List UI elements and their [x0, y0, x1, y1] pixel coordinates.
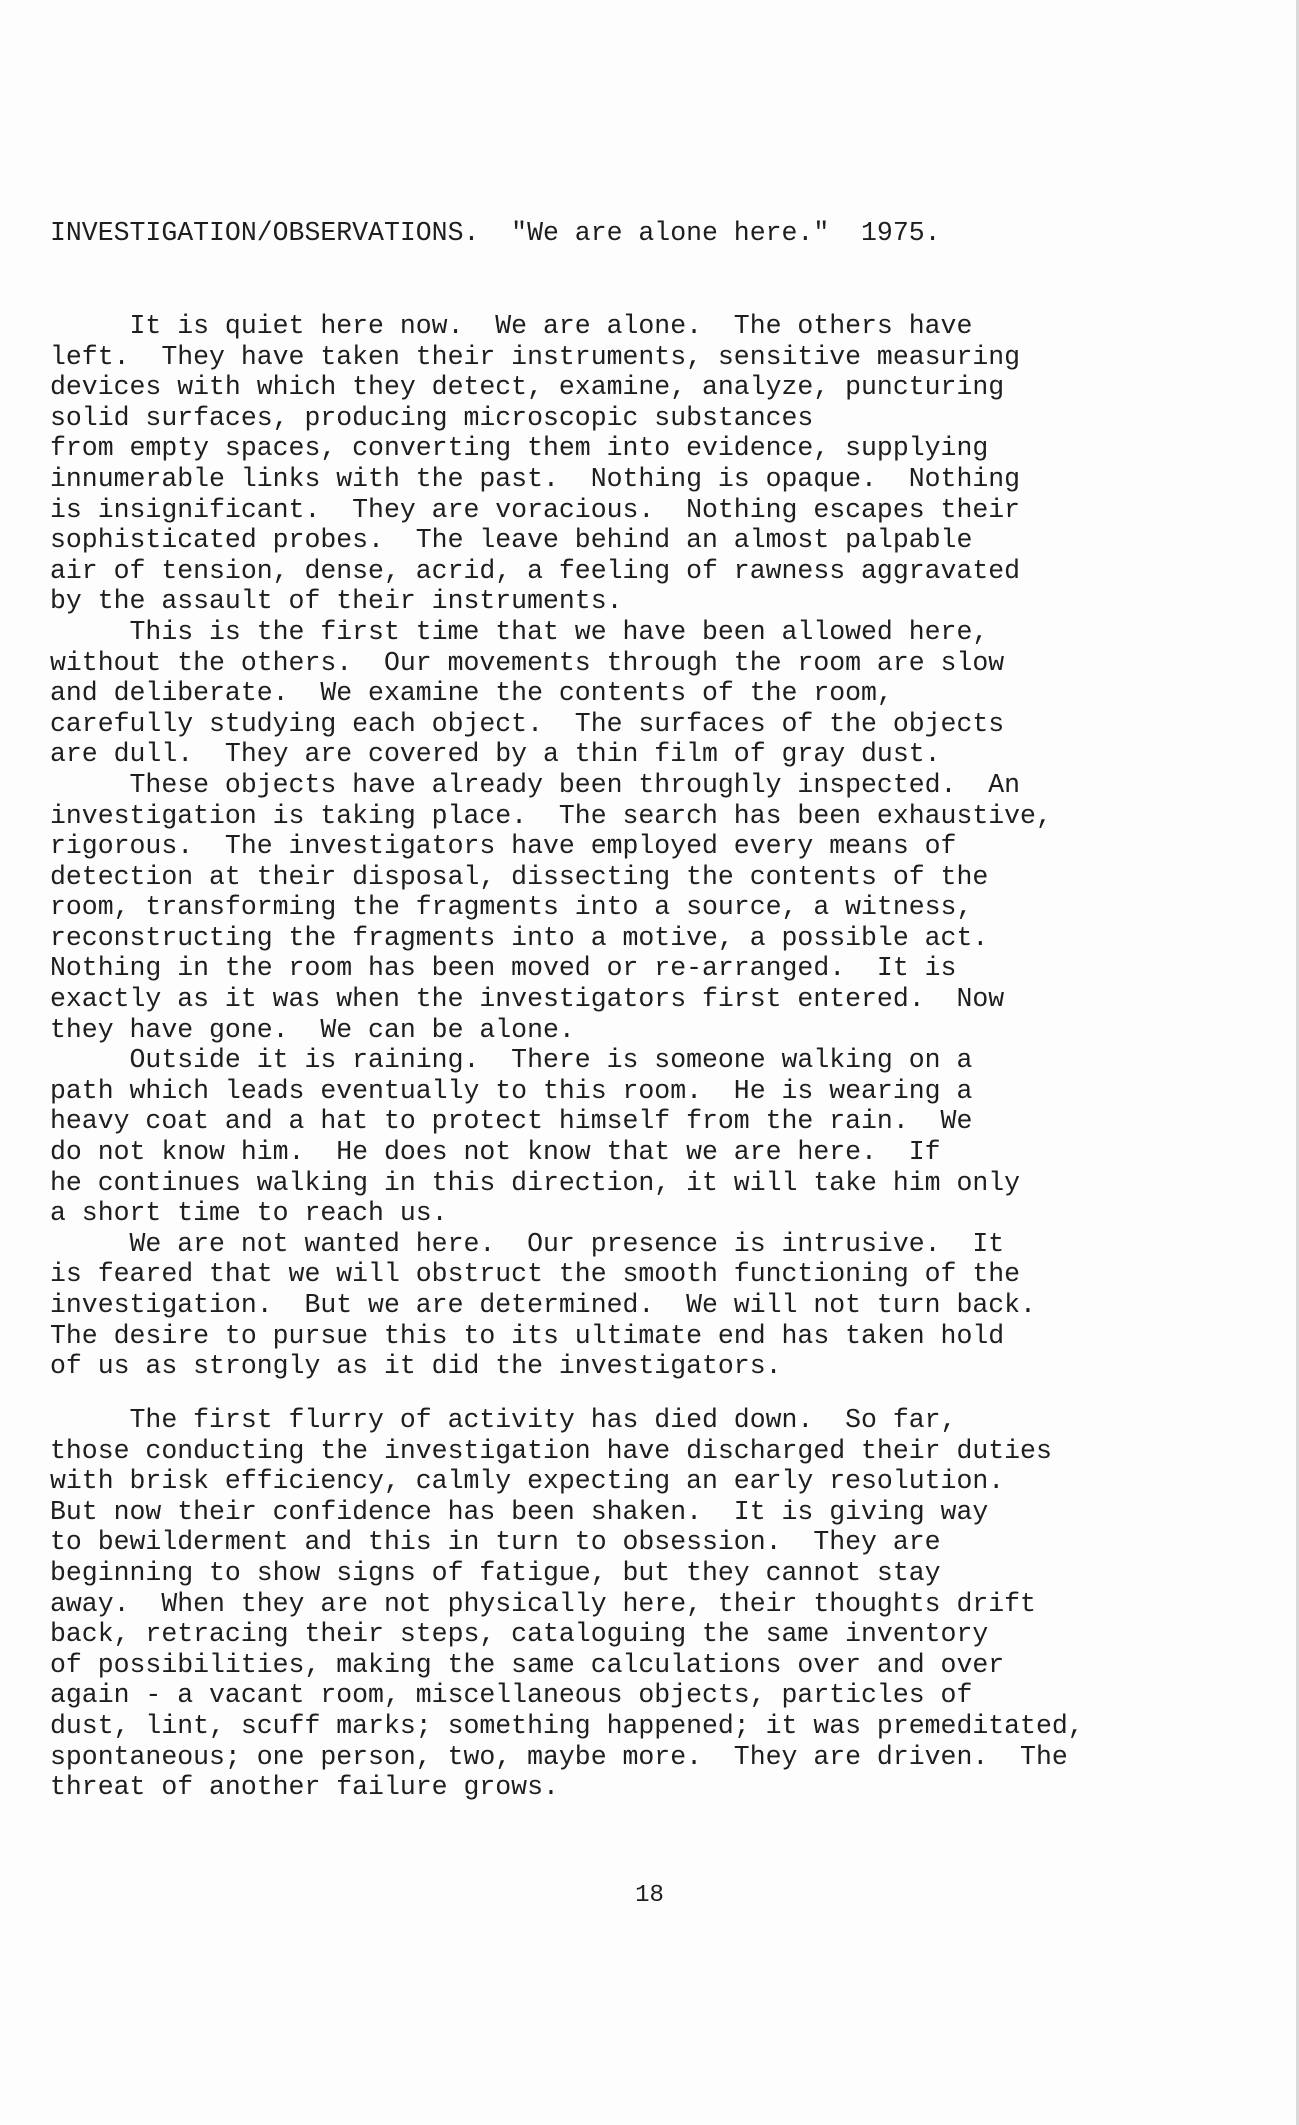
text-line: Outside it is raining. There is someone walking on a	[50, 1045, 973, 1076]
text-line: air of tension, dense, acrid, a feeling of rawness aggravated	[50, 555, 1021, 586]
text-line: It is quiet here now. We are alone. The others have	[50, 311, 973, 341]
text-line: innumerable links with the past. Nothing is opaque. Nothing	[50, 463, 1021, 494]
text-line: solid surfaces, producing microscopic substances	[50, 402, 814, 433]
text-line: room, transforming the fragments into a source, a witness,	[50, 892, 973, 923]
text-line: is insignificant. They are voracious. Nothing escapes their	[50, 494, 1021, 525]
text-line: he continues walking in this direction, it will take him only	[50, 1167, 1021, 1198]
text-line: without the others. Our movements through the room are slow	[50, 647, 1005, 678]
text-line: These objects have already been throughly inspected. An	[50, 769, 1021, 800]
text-line: This is the first time that we have been allowed here,	[50, 616, 989, 647]
text-line: But now their confidence has been shaken. It is giving way	[50, 1496, 989, 1527]
text-line: of us as strongly as it did the investigators.	[50, 1351, 782, 1382]
text-line: a short time to reach us.	[50, 1198, 448, 1229]
text-line: and deliberate. We examine the contents of the room,	[50, 678, 893, 709]
text-line: We are not wanted here. Our presence is intrusive. It	[50, 1228, 1005, 1259]
text-line: with brisk efficiency, calmly expecting an early resolution.	[50, 1466, 1005, 1497]
text-line: heavy coat and a hat to protect himself from the rain. We	[50, 1106, 973, 1137]
text-line: Nothing in the room has been moved or re-arranged. It is	[50, 953, 957, 984]
text-line: they have gone. We can be alone.	[50, 1014, 575, 1045]
text-line: The first flurry of activity has died down. So far,	[50, 1405, 957, 1435]
text-line: dust, lint, scuff marks; something happened; it was premeditated,	[50, 1710, 1084, 1741]
text-line: beginning to show signs of fatigue, but they cannot stay	[50, 1557, 941, 1588]
text-line: back, retracing their steps, cataloguing the same inventory	[50, 1619, 989, 1650]
text-line: The desire to pursue this to its ultimate end has taken hold	[50, 1320, 1005, 1351]
text-line: away. When they are not physically here, their thoughts drift	[50, 1588, 1036, 1619]
text-line: those conducting the investigation have discharged their duties	[50, 1435, 1052, 1466]
text-section-2	[50, 1405, 1084, 1803]
text-line: detection at their disposal, dissecting the contents of the	[50, 861, 989, 892]
text-line: investigation. But we are determined. We will not turn back.	[50, 1290, 1036, 1320]
text-line: do not know him. He does not know that we are here. If	[50, 1137, 941, 1168]
text-line: left. They have taken their instruments, sensitive measuring	[50, 341, 1021, 372]
text-line: of possibilities, making the same calculations over and over	[50, 1649, 1005, 1680]
text-line: to bewilderment and this in turn to obsession. They are	[50, 1527, 941, 1558]
text-line: reconstructing the fragments into a motive, a possible act.	[50, 922, 989, 953]
document-heading: INVESTIGATION/OBSERVATIONS. "We are alone here." 1975.	[50, 218, 941, 248]
text-line: from empty spaces, converting them into evidence, supplying	[50, 433, 989, 464]
text-line: are dull. They are covered by a thin film of gray dust.	[50, 739, 941, 770]
text-line: by the assault of their instruments.	[50, 586, 623, 617]
text-line: again - a vacant room, miscellaneous objects, particles of	[50, 1680, 973, 1711]
text-line: spontaneous; one person, two, maybe more. They are driven. The	[50, 1741, 1068, 1772]
text-line: threat of another failure grows.	[50, 1772, 559, 1803]
text-line: is feared that we will obstruct the smooth functioning of the	[50, 1259, 1021, 1290]
text-line: rigorous. The investigators have employed every means of	[50, 831, 957, 862]
text-line: sophisticated probes. The leave behind an almost palpable	[50, 525, 973, 556]
text-line: investigation is taking place. The search has been exhaustive,	[50, 800, 1052, 831]
text-line: devices with which they detect, examine, analyze, puncturing	[50, 372, 1005, 403]
text-line: carefully studying each object. The surfaces of the objects	[50, 708, 1005, 739]
text-line: exactly as it was when the investigators first entered. Now	[50, 984, 1005, 1015]
page-number: 18	[635, 1882, 664, 1909]
text-section-1	[50, 311, 1052, 1382]
text-line: path which leads eventually to this room. He is wearing a	[50, 1075, 973, 1106]
